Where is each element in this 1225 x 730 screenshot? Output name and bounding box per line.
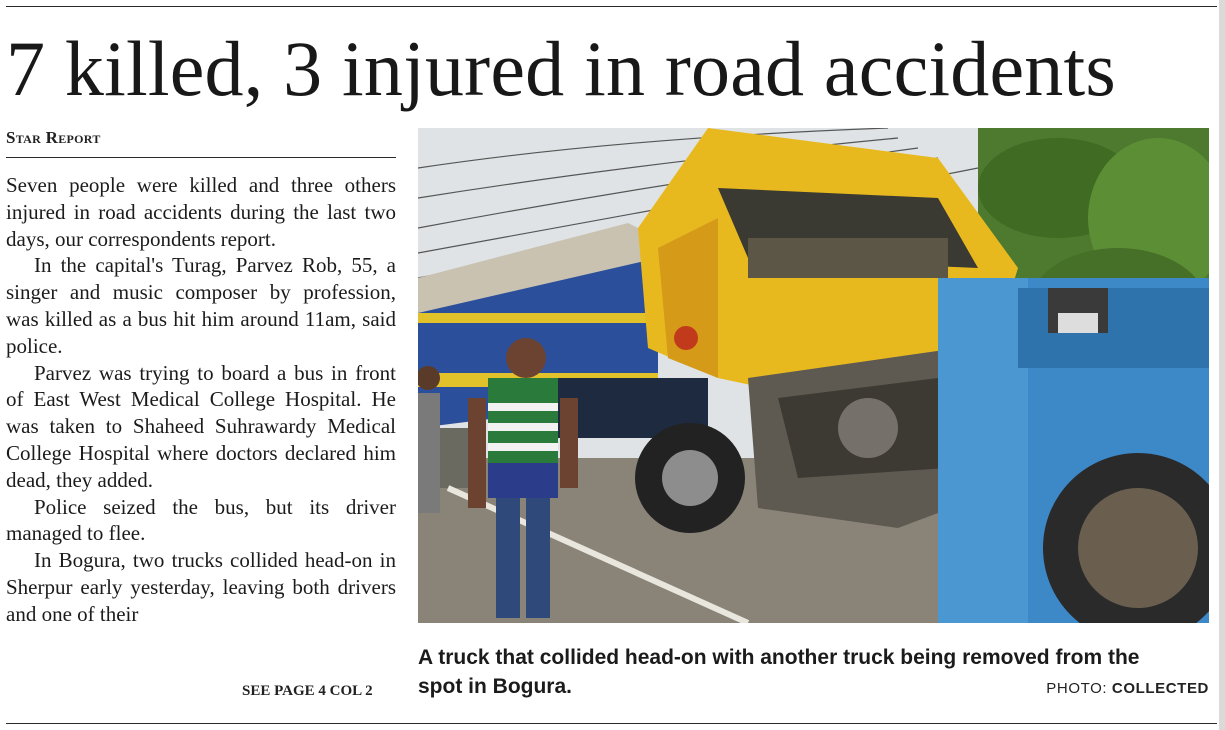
paragraph-5: In Bogura, two trucks collided head-on in Sherpur early yesterday, leaving both drivers and one of their — [6, 548, 396, 626]
paragraph-4: Police seized the bus, but its driver managed to flee. — [6, 494, 396, 546]
article-body — [6, 172, 396, 682]
jump-line: SEE PAGE 4 COL 2 — [242, 683, 373, 699]
credit-label: PHOTO: — [1046, 680, 1108, 697]
bottom-rule — [6, 723, 1217, 724]
page-edge — [1219, 0, 1225, 730]
byline: Star Report — [6, 128, 101, 147]
credit-value: COLLECTED — [1111, 680, 1209, 697]
paragraph-2: In the capital's Turag, Parvez Rob, 55, a singer and music composer by profession, was killed as a bus hit him around 11am, said police. — [6, 253, 396, 358]
photo-credit — [1046, 680, 1209, 697]
news-photo — [418, 128, 1209, 623]
headline: 7 killed, 3 injured in road accidents — [6, 25, 1116, 112]
photo-caption: A truck that collided head-on with another truck being removed from the spot in Bogura. — [418, 646, 1140, 698]
paragraph-1: Seven people were killed and three others injured in road accidents during the last two days, our correspondents report. — [6, 173, 396, 251]
paragraph-3: Parvez was trying to board a bus in front of East West Medical College Hospital. He was taken to Shaheed Suhrawardy Medical College Hospital where doctors declared him dead, they added. — [6, 360, 396, 492]
byline-rule — [6, 157, 396, 158]
top-rule — [6, 6, 1217, 7]
